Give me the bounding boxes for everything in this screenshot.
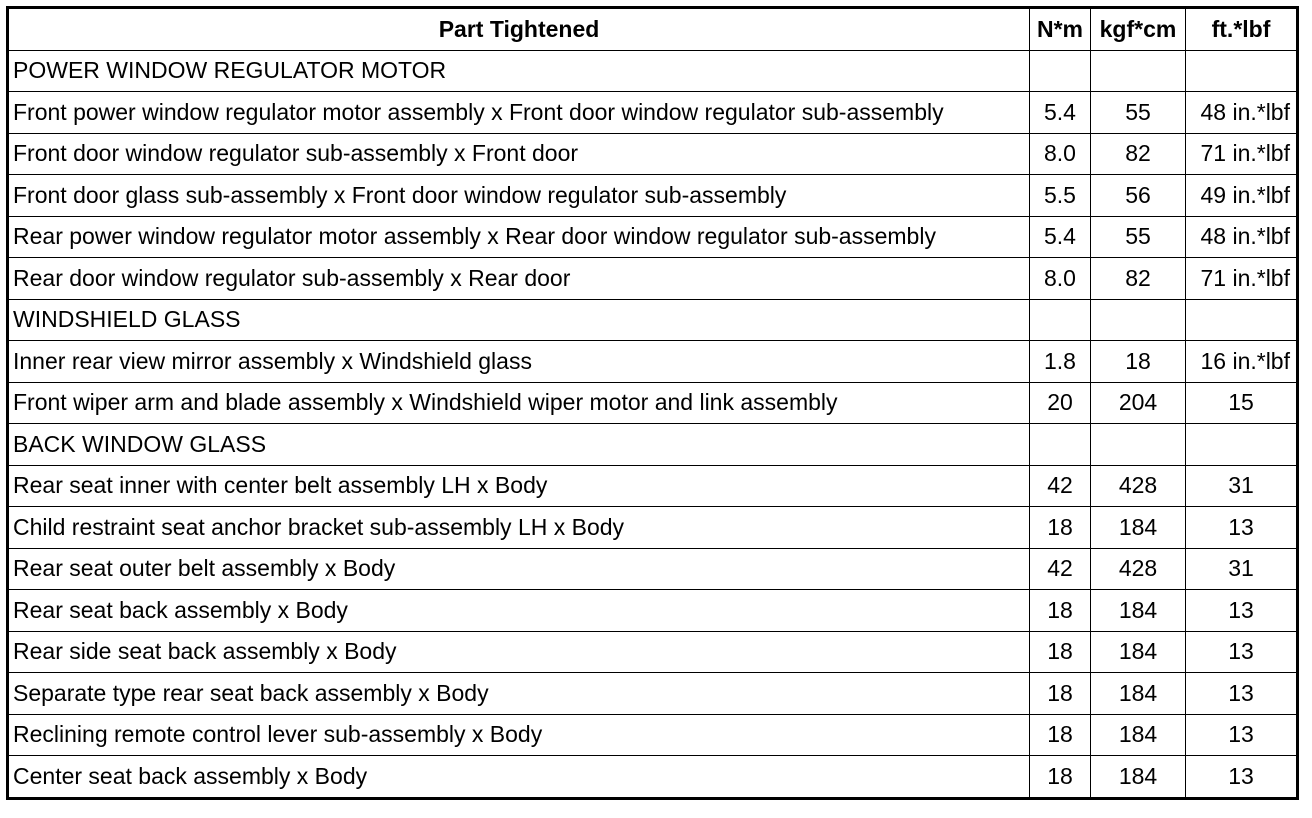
header-part-tightened: Part Tightened — [8, 8, 1030, 51]
ft-lbf-cell: 71 in.*lbf — [1186, 133, 1298, 175]
ft-lbf-cell: 13 — [1186, 507, 1298, 549]
torque-spec-table — [6, 6, 1299, 800]
nm-cell: 18 — [1030, 714, 1091, 756]
ft-lbf-cell — [1186, 50, 1298, 92]
part-cell: Rear side seat back assembly x Body — [8, 631, 1030, 673]
ft-lbf-cell: 13 — [1186, 714, 1298, 756]
nm-cell: 1.8 — [1030, 341, 1091, 383]
ft-lbf-cell: 31 — [1186, 548, 1298, 590]
ft-lbf-cell: 13 — [1186, 756, 1298, 799]
table-row — [8, 756, 1298, 799]
ft-lbf-cell: 13 — [1186, 631, 1298, 673]
table-row — [8, 341, 1298, 383]
table-row — [8, 548, 1298, 590]
nm-cell: 8.0 — [1030, 258, 1091, 300]
nm-cell: 18 — [1030, 507, 1091, 549]
nm-cell: 18 — [1030, 590, 1091, 632]
ft-lbf-cell: 48 in.*lbf — [1186, 216, 1298, 258]
part-cell: Rear power window regulator motor assembly x Rear door window regulator sub-assembly — [8, 216, 1030, 258]
part-cell: Reclining remote control lever sub-assembly x Body — [8, 714, 1030, 756]
ft-lbf-cell: 16 in.*lbf — [1186, 341, 1298, 383]
table-row — [8, 92, 1298, 134]
kgf-cm-cell: 55 — [1091, 92, 1186, 134]
ft-lbf-cell: 49 in.*lbf — [1186, 175, 1298, 217]
kgf-cm-cell: 18 — [1091, 341, 1186, 383]
kgf-cm-cell: 82 — [1091, 258, 1186, 300]
kgf-cm-cell: 428 — [1091, 548, 1186, 590]
kgf-cm-cell: 55 — [1091, 216, 1186, 258]
part-cell: Rear seat outer belt assembly x Body — [8, 548, 1030, 590]
table-row — [8, 216, 1298, 258]
kgf-cm-cell: 204 — [1091, 382, 1186, 424]
nm-cell: 18 — [1030, 756, 1091, 799]
part-cell: Front door window regulator sub-assembly x Front door — [8, 133, 1030, 175]
nm-cell: 18 — [1030, 631, 1091, 673]
section-title: POWER WINDOW REGULATOR MOTOR — [8, 50, 1030, 92]
part-cell: Front power window regulator motor assembly x Front door window regulator sub-assembly — [8, 92, 1030, 134]
nm-cell — [1030, 424, 1091, 466]
kgf-cm-cell: 184 — [1091, 507, 1186, 549]
kgf-cm-cell: 184 — [1091, 673, 1186, 715]
ft-lbf-cell: 15 — [1186, 382, 1298, 424]
nm-cell: 42 — [1030, 548, 1091, 590]
kgf-cm-cell: 184 — [1091, 590, 1186, 632]
nm-cell: 5.4 — [1030, 216, 1091, 258]
kgf-cm-cell — [1091, 424, 1186, 466]
ft-lbf-cell — [1186, 424, 1298, 466]
part-cell: Front door glass sub-assembly x Front door window regulator sub-assembly — [8, 175, 1030, 217]
kgf-cm-cell — [1091, 299, 1186, 341]
section-row — [8, 50, 1298, 92]
nm-cell: 5.5 — [1030, 175, 1091, 217]
table-body — [8, 50, 1298, 798]
table-row — [8, 590, 1298, 632]
ft-lbf-cell: 48 in.*lbf — [1186, 92, 1298, 134]
ft-lbf-cell: 13 — [1186, 590, 1298, 632]
section-title: BACK WINDOW GLASS — [8, 424, 1030, 466]
ft-lbf-cell — [1186, 299, 1298, 341]
nm-cell: 5.4 — [1030, 92, 1091, 134]
header-kgf-cm: kgf*cm — [1091, 8, 1186, 51]
table-row — [8, 631, 1298, 673]
part-cell: Inner rear view mirror assembly x Windshield glass — [8, 341, 1030, 383]
table-row — [8, 673, 1298, 715]
header-nm: N*m — [1030, 8, 1091, 51]
table-row — [8, 382, 1298, 424]
section-row — [8, 424, 1298, 466]
part-cell: Rear seat back assembly x Body — [8, 590, 1030, 632]
nm-cell: 8.0 — [1030, 133, 1091, 175]
nm-cell — [1030, 50, 1091, 92]
kgf-cm-cell: 82 — [1091, 133, 1186, 175]
nm-cell: 42 — [1030, 465, 1091, 507]
section-row — [8, 299, 1298, 341]
ft-lbf-cell: 31 — [1186, 465, 1298, 507]
part-cell: Rear seat inner with center belt assembly LH x Body — [8, 465, 1030, 507]
part-cell: Separate type rear seat back assembly x Body — [8, 673, 1030, 715]
table-row — [8, 258, 1298, 300]
part-cell: Center seat back assembly x Body — [8, 756, 1030, 799]
nm-cell: 20 — [1030, 382, 1091, 424]
table-row — [8, 175, 1298, 217]
kgf-cm-cell — [1091, 50, 1186, 92]
part-cell: Front wiper arm and blade assembly x Windshield wiper motor and link assembly — [8, 382, 1030, 424]
part-cell: Rear door window regulator sub-assembly x Rear door — [8, 258, 1030, 300]
kgf-cm-cell: 184 — [1091, 631, 1186, 673]
nm-cell — [1030, 299, 1091, 341]
ft-lbf-cell: 71 in.*lbf — [1186, 258, 1298, 300]
kgf-cm-cell: 428 — [1091, 465, 1186, 507]
table-row — [8, 465, 1298, 507]
table-row — [8, 714, 1298, 756]
header-ft-lbf: ft.*lbf — [1186, 8, 1298, 51]
kgf-cm-cell: 56 — [1091, 175, 1186, 217]
nm-cell: 18 — [1030, 673, 1091, 715]
section-title: WINDSHIELD GLASS — [8, 299, 1030, 341]
header-row — [8, 8, 1298, 51]
ft-lbf-cell: 13 — [1186, 673, 1298, 715]
kgf-cm-cell: 184 — [1091, 756, 1186, 799]
table-row — [8, 133, 1298, 175]
kgf-cm-cell: 184 — [1091, 714, 1186, 756]
table-row — [8, 507, 1298, 549]
part-cell: Child restraint seat anchor bracket sub-assembly LH x Body — [8, 507, 1030, 549]
